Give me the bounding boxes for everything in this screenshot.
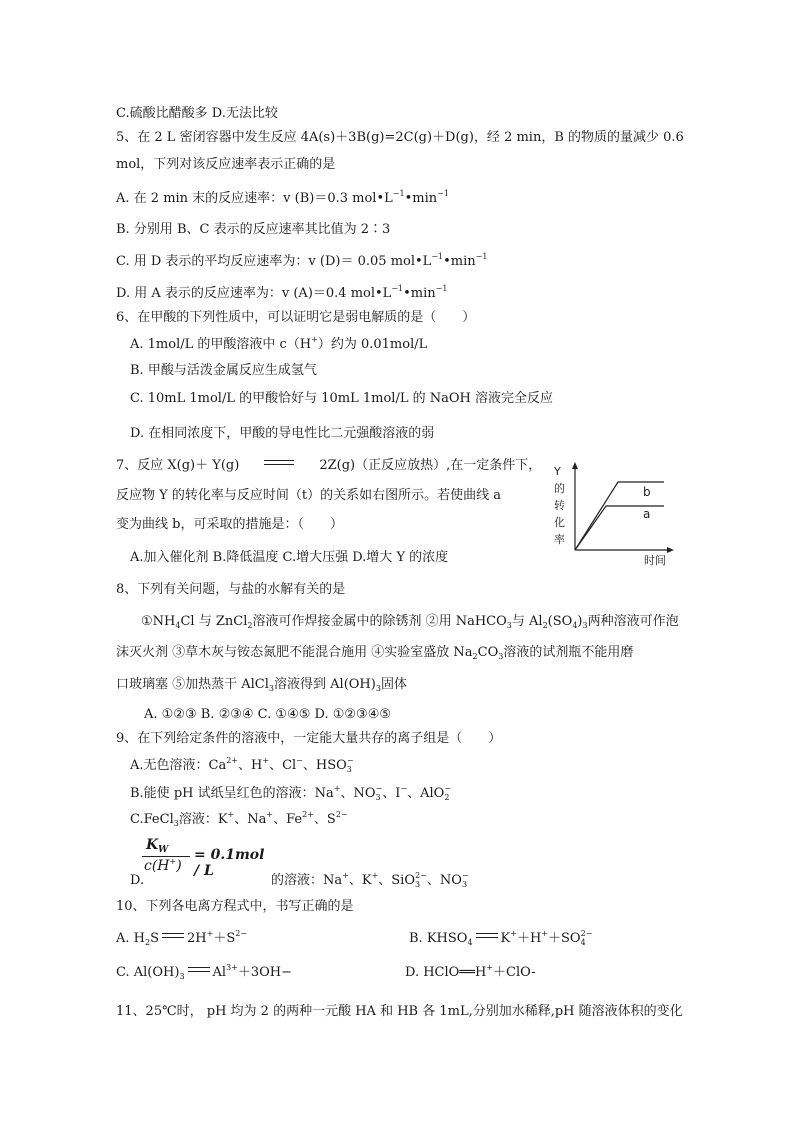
q8-options: A. ①②③ B. ②③④ C. ①④⑤ D. ①②③④⑤ bbox=[144, 707, 391, 722]
q6-option-d: D. 在相同浓度下，甲酸的导电性比二元强酸溶液的弱 bbox=[130, 426, 435, 441]
y-axis-arrow-icon bbox=[572, 462, 578, 469]
q5-option-d: D. 用 A 表示的反应速率为：v (A)＝0.4 $mol•L^{-1}•\min^{-1}$ bbox=[116, 284, 448, 301]
fraction-bar bbox=[142, 856, 190, 857]
q6-option-b: B. 甲酸与活泼金属反应生成氢气 bbox=[130, 363, 317, 378]
q10-stem: 10、下列各电离方程式中，书写正确的是 bbox=[116, 899, 354, 914]
q11-stem: 11、25℃时， pH 均为 2 的两种一元酸 HA 和 HB 各 1mL,分别加水稀释,pH 随溶液体积的变化 bbox=[116, 1004, 683, 1019]
q7-options: A.加入催化剂 B.降低温度 C.增大压强 D.增大 Y 的浓度 bbox=[130, 550, 449, 565]
graph-ylabel-1: 的 bbox=[554, 482, 565, 495]
q8-items-line2: 沫灭火剂 ③草木灰与铵态氮肥不能混合施用 ④实验室盛放 $Na_2CO_3$溶液的试剂瓶不能用磨 bbox=[116, 645, 634, 661]
graph-ylabel-2: 转 bbox=[554, 499, 565, 512]
q4-options: C.硫酸比醋酸多 D.无法比较 bbox=[116, 106, 278, 121]
q5-option-c: C. 用 D 表示的平均反应速率为：v (D)＝ 0.05 $mol•L^{-1}•\min^{-1}$ bbox=[116, 252, 488, 269]
q10-option-b: B. $KHSO_4$ $K^++H^++SO_4^{2-}$ bbox=[409, 929, 593, 947]
curve-b-label: b bbox=[643, 485, 651, 499]
q9-fraction bbox=[142, 837, 272, 877]
q5-option-a: A. 在 2 min 末的反应速率：v (B)＝0.3 $mol•L^{-1}•\min^{-1}$ bbox=[116, 189, 449, 206]
q9-stem: 9、在下列给定条件的溶液中，一定能大量共存的离子组是（ ） bbox=[116, 731, 502, 746]
q5-stem-line1: 5、在 2 L 密闭容器中发生反应 4A(s)＋3B(g)=2C(g)＋D(g)，经 2 min，B 的物质的量减少 0.6 bbox=[116, 130, 684, 145]
q10-option-a: A. $H_2S$ $2H^++S^{2-}$ bbox=[116, 929, 248, 947]
q7-conversion-graph bbox=[548, 460, 676, 568]
graph-xlabel: 时间 bbox=[644, 554, 666, 567]
q6-stem: 6、在甲酸的下列性质中，可以证明它是弱电解质的是（ ） bbox=[116, 310, 476, 325]
graph-ylabel-0: Y bbox=[554, 465, 561, 478]
curve-b bbox=[575, 482, 664, 550]
graph-ylabel-3: 化 bbox=[554, 516, 565, 529]
q9-option-a: A.无色溶液：$Ca^{2+}$、H+、Cl−、$HSO_3^-$ bbox=[130, 756, 354, 774]
equilibrium-arrow-icon bbox=[188, 965, 210, 975]
q5-option-b: B. 分别用 B、C 表示的反应速率其比值为 2∶3 bbox=[116, 222, 391, 237]
q6-option-a: A. 1mol/L 的甲酸溶液中 c（H+）约为 0.01mol/L bbox=[130, 335, 428, 352]
graph-ylabel-4: 率 bbox=[554, 533, 565, 546]
q9-option-b: B.能使 pH 试纸呈红色的溶液：Na+、$NO_3^-$、I−、AlO$_2$− bbox=[130, 784, 452, 802]
q9-option-c: C.FeCl$_3$溶液：K+、Na+、$Fe^{2+}$、$S^{2-}$ bbox=[130, 810, 348, 828]
curve-a-label: a bbox=[643, 507, 651, 521]
q9-option-d-label: D. bbox=[130, 873, 145, 888]
fraction-numerator: $K_W$ bbox=[146, 837, 169, 855]
q8-stem: 8、下列有关问题，与盐的水解有关的是 bbox=[116, 582, 346, 597]
q6-option-c: C. 10mL 1mol/L 的甲酸恰好与 10mL 1mol/L 的 NaOH 溶液完全反应 bbox=[130, 391, 553, 406]
q8-items-line3: 口玻璃塞 ⑤加热蒸干 AlCl$_3$溶液得到 $Al(OH)_3$固体 bbox=[116, 677, 407, 693]
q8-items-line1: $①NH_4Cl$ 与 ZnCl$_2$溶液可作焊接金属中的除锈剂 ②用 NaHCO$_3$与 $Al_2(SO_4)_3$两种溶液可作泡 bbox=[141, 614, 679, 630]
fraction-denominator: c(H+) bbox=[144, 857, 182, 874]
q9-option-d: 的溶液：Na+、K+、SiO$_3^{2-}$、$NO_3^-$ bbox=[271, 871, 469, 889]
equilibrium-arrow-icon bbox=[264, 458, 294, 468]
q7-stem-line1: 7、反应 X(g)＋ Y(g) 2Z(g)（正反应放热）,在一定条件下， bbox=[116, 458, 542, 473]
q5-stem-line2: mol，下列对该反应速率表示正确的是 bbox=[116, 157, 336, 172]
q10-option-c: C. $Al(OH)_3$ $Al^{3+}+3OH-$ bbox=[116, 963, 293, 981]
equilibrium-arrow-icon bbox=[476, 931, 498, 941]
q7-stem-line3: 变为曲线 b，可采取的措施是：（ ） bbox=[116, 517, 343, 532]
fraction-rhs: = 0.1mol / L bbox=[194, 847, 265, 879]
q10-option-d: D. HClO══H+＋ClO- bbox=[405, 963, 536, 980]
equilibrium-arrow-icon bbox=[162, 931, 184, 941]
x-axis-arrow-icon bbox=[667, 547, 674, 553]
q7-stem-line2: 反应物 Y 的转化率与反应时间（t）的关系如右图所示。若使曲线 a bbox=[116, 488, 501, 503]
